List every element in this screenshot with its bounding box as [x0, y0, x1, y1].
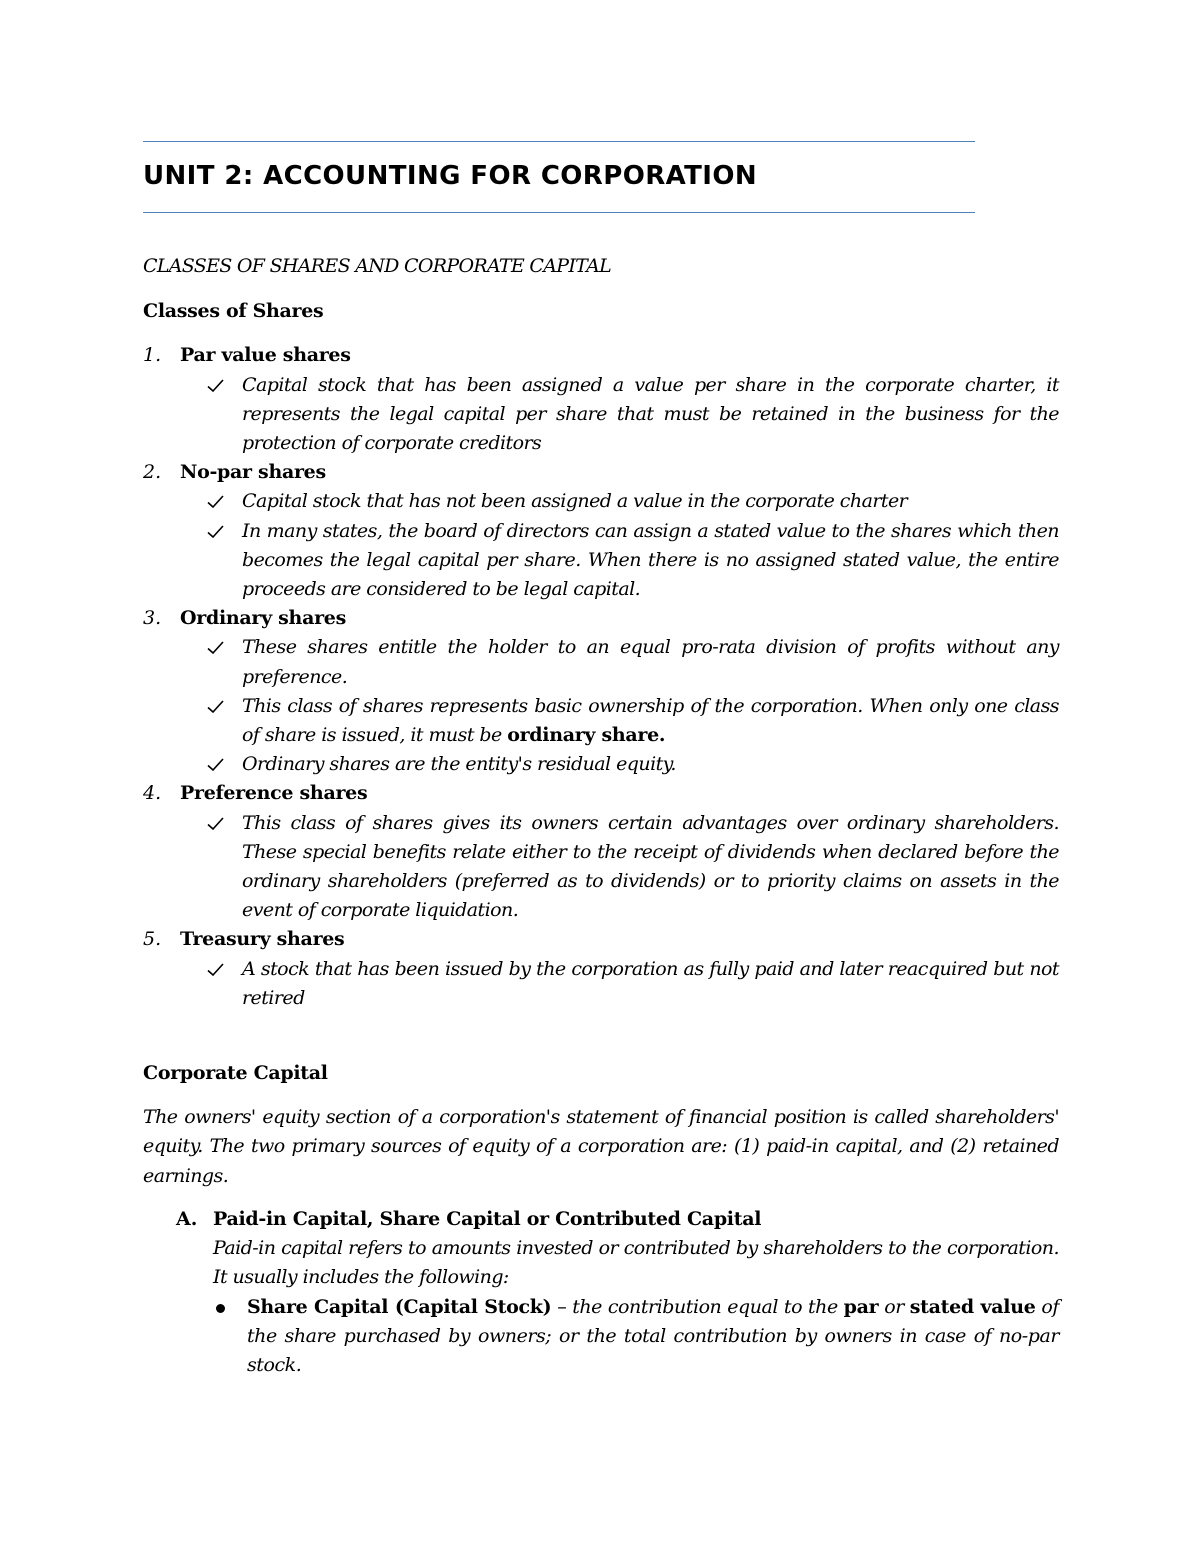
- bullet-bold-par: par: [843, 1295, 879, 1318]
- list-item: [242, 955, 1059, 1013]
- list-item: [242, 692, 1059, 750]
- point-list: [180, 955, 1059, 1013]
- share-class-item: [143, 341, 1059, 458]
- point-list: [180, 809, 1059, 926]
- share-class-item: [143, 925, 1059, 1013]
- point-text: A stock that has been issued by the corporation as fully paid and later reacquired but not retired: [242, 957, 1059, 1009]
- bullet-icon: [216, 1304, 225, 1313]
- point-list: [180, 487, 1059, 604]
- capital-heading: Corporate Capital: [143, 1062, 328, 1085]
- list-item: [242, 517, 1059, 605]
- section-spacer: [143, 1013, 1059, 1059]
- bullet-bold-stated-value: stated value: [909, 1295, 1036, 1318]
- list-item: [242, 371, 1059, 459]
- point-text: Capital stock that has been assigned a value per share in the corporate charter, it represents the legal capital per share that must be retained in the business for the protection of corporate creditors: [242, 373, 1059, 455]
- share-classes-list: [143, 341, 1059, 1013]
- title-rule-bottom: [143, 212, 975, 213]
- bullet-text: – the contribution equal to the: [551, 1295, 844, 1318]
- share-class-title: No-par shares: [180, 461, 326, 484]
- point-text: In many states, the board of directors can assign a stated value to the shares which then becomes the legal capital per share. When there is no assigned stated value, the entire proceeds are considered to be legal capital.: [242, 519, 1059, 601]
- list-item: [242, 750, 1059, 779]
- share-class-title: Preference shares: [180, 782, 368, 805]
- list-number: 2.: [143, 461, 162, 484]
- document-title: UNIT 2: ACCOUNTING FOR CORPORATION: [143, 161, 757, 191]
- point-text: This class of shares gives its owners certain advantages over ordinary shareholders. These special benefits relate either to the receipt of dividends when declared before the ordinary shareholders (preferred as to dividends) or to priority claims on assets in the event of corporate liquidation.: [242, 811, 1059, 922]
- point-text: Ordinary shares are the entity's residual equity.: [242, 753, 676, 776]
- point-list: [180, 371, 1059, 459]
- classes-heading: Classes of Shares: [143, 300, 324, 323]
- checkmark-icon: [207, 633, 225, 662]
- section-a-description: Paid-in capital refers to amounts invested or contributed by shareholders to the corporation. It usually includes the following:: [213, 1237, 1059, 1289]
- share-class-title: Treasury shares: [180, 928, 345, 951]
- list-item: [247, 1293, 1059, 1381]
- section-a-label: A.: [176, 1207, 198, 1230]
- bullet-list: [213, 1293, 1059, 1381]
- point-list: [180, 633, 1059, 779]
- point-bold-text: ordinary share.: [507, 724, 666, 747]
- share-class-title: Par value shares: [180, 344, 351, 367]
- document-body: [143, 252, 1059, 1380]
- section-a: [143, 1205, 1059, 1380]
- list-item: [242, 487, 1059, 516]
- bullet-text: of the share purchased by owners; or the total contribution by owners in case of no-par stock.: [247, 1295, 1059, 1376]
- list-number: 4.: [143, 782, 162, 805]
- list-number: 3.: [143, 607, 162, 630]
- list-number: 5.: [143, 928, 162, 951]
- share-class-item: [143, 458, 1059, 604]
- checkmark-icon: [207, 517, 225, 546]
- checkmark-icon: [207, 487, 225, 516]
- checkmark-icon: [207, 750, 225, 779]
- section-a-title: Paid-in Capital, Share Capital or Contributed Capital: [213, 1207, 762, 1230]
- share-class-title: Ordinary shares: [180, 607, 346, 630]
- list-item: [242, 633, 1059, 691]
- title-rule-top: [143, 141, 975, 142]
- list-item: [242, 809, 1059, 926]
- checkmark-icon: [207, 809, 225, 838]
- list-number: 1.: [143, 344, 162, 367]
- bullet-term: Share Capital (Capital Stock): [247, 1295, 552, 1318]
- share-class-item: [143, 779, 1059, 925]
- point-text: This class of shares represents basic ownership of the corporation. When only one class of share is issued, it must be: [242, 694, 1059, 747]
- bullet-text: or: [878, 1295, 910, 1318]
- checkmark-icon: [207, 692, 225, 721]
- checkmark-icon: [207, 955, 225, 984]
- share-class-item: [143, 604, 1059, 779]
- section-subtitle: CLASSES OF SHARES AND CORPORATE CAPITAL: [143, 255, 612, 277]
- capital-paragraph: The owners' equity section of a corporation's statement of financial position is called shareholders' equity. The two primary sources of equity of a corporation are: (1) paid-in capital, and (2) retained earnings.: [143, 1106, 1059, 1187]
- point-text: Capital stock that has not been assigned a value in the corporate charter: [242, 490, 908, 513]
- point-text: These shares entitle the holder to an equal pro-rata division of profits without any preference.: [242, 636, 1059, 688]
- checkmark-icon: [207, 371, 225, 400]
